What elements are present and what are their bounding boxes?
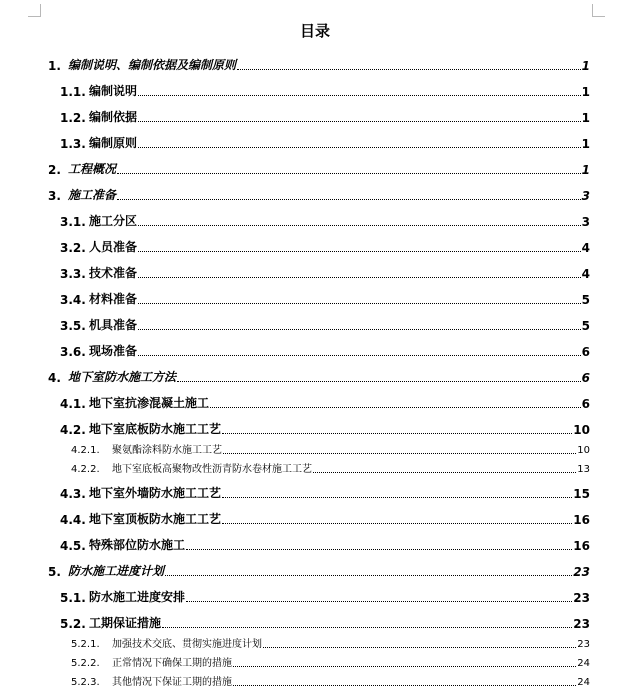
toc-page-number: 5 bbox=[581, 293, 590, 307]
toc-dot-leader bbox=[210, 407, 581, 408]
toc-entry-title[interactable]: 地下室防水施工方法 bbox=[68, 370, 177, 384]
toc-page-number: 10 bbox=[577, 445, 590, 456]
toc-dot-leader bbox=[222, 497, 572, 498]
toc-entry[interactable] bbox=[0, 650, 630, 669]
toc-entry-title[interactable]: 其他情况下保证工期的措施 bbox=[112, 677, 232, 688]
toc-page-number: 6 bbox=[581, 371, 590, 385]
toc-entry[interactable] bbox=[0, 307, 630, 333]
toc-dot-leader bbox=[138, 147, 581, 148]
toc-title: 目录 bbox=[299, 22, 330, 40]
toc-entry[interactable] bbox=[0, 47, 630, 73]
toc-page-number: 24 bbox=[577, 677, 590, 688]
toc-dot-leader bbox=[186, 601, 572, 602]
toc-entry[interactable] bbox=[0, 255, 630, 281]
toc-entry[interactable] bbox=[0, 73, 630, 99]
toc-dot-leader bbox=[138, 95, 581, 96]
toc-page-number: 1 bbox=[581, 137, 590, 151]
toc-entry-title[interactable]: 防水施工进度计划 bbox=[68, 564, 165, 578]
toc-dot-leader bbox=[117, 173, 581, 174]
toc-entry-title[interactable]: 编制说明、编制依据及编制原则 bbox=[68, 58, 237, 72]
toc-entry-title[interactable]: 施工准备 bbox=[68, 188, 117, 202]
toc-page-number: 16 bbox=[573, 513, 590, 527]
toc-entry-number: 4.4. bbox=[60, 513, 86, 527]
toc-entry[interactable] bbox=[0, 527, 630, 553]
toc-page-number: 6 bbox=[581, 345, 590, 359]
toc-entry[interactable] bbox=[0, 99, 630, 125]
toc-entry-title[interactable]: 编制说明 bbox=[89, 84, 138, 98]
toc-entry-title[interactable]: 机具准备 bbox=[89, 318, 138, 332]
toc-page-number: 16 bbox=[573, 539, 590, 553]
toc-dot-leader bbox=[263, 647, 576, 648]
toc-dot-leader bbox=[138, 277, 581, 278]
toc-dot-leader bbox=[138, 329, 581, 330]
toc-dot-leader bbox=[237, 69, 581, 70]
toc-page-number: 13 bbox=[577, 464, 590, 475]
toc-dot-leader bbox=[138, 225, 581, 226]
toc-page-number: 1 bbox=[581, 59, 590, 73]
toc-entry-title[interactable]: 工程概况 bbox=[68, 162, 117, 176]
toc-entry[interactable] bbox=[0, 385, 630, 411]
toc-entry-title[interactable]: 地下室底板防水施工工艺 bbox=[89, 422, 222, 436]
toc-entry-number: 1.2. bbox=[60, 111, 86, 125]
toc-entry[interactable] bbox=[0, 333, 630, 359]
toc-entry-number: 5.2. bbox=[60, 617, 86, 631]
toc-entry-number: 3.4. bbox=[60, 293, 86, 307]
toc-dot-leader bbox=[138, 251, 581, 252]
toc-page-number: 4 bbox=[581, 241, 590, 255]
toc-entry-title[interactable]: 编制原则 bbox=[89, 136, 138, 150]
toc-entry-title[interactable]: 地下室外墙防水施工工艺 bbox=[89, 486, 222, 500]
toc-dot-leader bbox=[313, 472, 576, 473]
toc-page-number: 1 bbox=[581, 85, 590, 99]
toc-entry-number: 2. bbox=[48, 163, 61, 177]
toc-entry-title[interactable]: 地下室抗渗混凝土施工 bbox=[89, 396, 210, 410]
toc-entry-title[interactable]: 地下室底板高聚物改性沥青防水卷材施工工艺 bbox=[112, 464, 312, 475]
toc-entry-number: 1. bbox=[48, 59, 61, 73]
page-corner-mark-right bbox=[592, 4, 605, 17]
toc-dot-leader bbox=[138, 303, 581, 304]
toc-entry-title[interactable]: 正常情况下确保工期的措施 bbox=[112, 658, 232, 669]
toc-page-number: 23 bbox=[577, 639, 590, 650]
toc-entry[interactable] bbox=[0, 456, 630, 475]
page-corner-mark-left bbox=[28, 4, 41, 17]
toc-page-number: 1 bbox=[581, 163, 590, 177]
toc-entry-number: 4.2. bbox=[60, 423, 86, 437]
toc-entry-number: 4.2.2. bbox=[71, 464, 100, 475]
toc-dot-leader bbox=[165, 575, 572, 576]
toc-entry[interactable] bbox=[0, 579, 630, 605]
toc-entry-number: 4.5. bbox=[60, 539, 86, 553]
toc-page-number: 6 bbox=[581, 397, 590, 411]
toc-entry-number: 5. bbox=[48, 565, 61, 579]
toc-entry-title[interactable]: 工期保证措施 bbox=[89, 616, 162, 630]
toc-entry-number: 3.5. bbox=[60, 319, 86, 333]
toc-entry[interactable] bbox=[0, 475, 630, 501]
toc-entry-title[interactable]: 加强技术交底、贯彻实施进度计划 bbox=[112, 639, 262, 650]
toc-entry[interactable] bbox=[0, 605, 630, 631]
toc-entry-number: 5.2.2. bbox=[71, 658, 100, 669]
toc-page-number: 23 bbox=[573, 565, 590, 579]
toc-entry-title[interactable]: 施工分区 bbox=[89, 214, 138, 228]
toc-dot-leader bbox=[222, 433, 572, 434]
toc-page-number: 1 bbox=[581, 111, 590, 125]
toc-entry-number: 4. bbox=[48, 371, 61, 385]
toc-dot-leader bbox=[233, 666, 576, 667]
toc-dot-leader bbox=[186, 549, 572, 550]
toc-entry-number: 5.2.1. bbox=[71, 639, 100, 650]
toc-entry[interactable] bbox=[0, 125, 630, 151]
toc-entry-title[interactable]: 防水施工进度安排 bbox=[89, 590, 186, 604]
toc-dot-leader bbox=[117, 199, 581, 200]
toc-entry-title[interactable]: 聚氨酯涂料防水施工工艺 bbox=[112, 445, 222, 456]
toc-entry-title[interactable]: 特殊部位防水施工 bbox=[89, 538, 186, 552]
toc-entry[interactable] bbox=[0, 281, 630, 307]
toc-entry-number: 5.1. bbox=[60, 591, 86, 605]
toc-page-number: 23 bbox=[573, 591, 590, 605]
toc-dot-leader bbox=[162, 627, 572, 628]
toc-entry[interactable] bbox=[0, 203, 630, 229]
toc-entry[interactable] bbox=[0, 151, 630, 177]
toc-entry[interactable] bbox=[0, 553, 630, 579]
toc-entry-number: 4.2.1. bbox=[71, 445, 100, 456]
toc-page-number: 4 bbox=[581, 267, 590, 281]
toc-page-number: 15 bbox=[573, 487, 590, 501]
toc-entry[interactable] bbox=[0, 177, 630, 203]
toc-entry-number: 1.3. bbox=[60, 137, 86, 151]
toc-entry[interactable] bbox=[0, 359, 630, 385]
toc-entry[interactable] bbox=[0, 229, 630, 255]
toc-entry-title[interactable]: 地下室顶板防水施工工艺 bbox=[89, 512, 222, 526]
toc-page-number: 23 bbox=[573, 617, 590, 631]
toc-dot-leader bbox=[223, 453, 576, 454]
toc-entry-title[interactable]: 人员准备 bbox=[89, 240, 138, 254]
toc-page-number: 10 bbox=[573, 423, 590, 437]
toc-entry[interactable] bbox=[0, 411, 630, 437]
toc-entry-number: 1.1. bbox=[60, 85, 86, 99]
toc-entry-number: 3.1. bbox=[60, 215, 86, 229]
toc-page-number: 24 bbox=[577, 658, 590, 669]
toc-entry-title[interactable]: 材料准备 bbox=[89, 292, 138, 306]
toc-entry-number: 3. bbox=[48, 189, 61, 203]
toc-entry[interactable] bbox=[0, 669, 630, 688]
toc-entry-number: 3.3. bbox=[60, 267, 86, 281]
toc-dot-leader bbox=[138, 355, 581, 356]
toc-entry-number: 4.1. bbox=[60, 397, 86, 411]
toc-dot-leader bbox=[138, 121, 581, 122]
toc-entry-title[interactable]: 编制依据 bbox=[89, 110, 138, 124]
toc-entry[interactable] bbox=[0, 437, 630, 456]
toc-dot-leader bbox=[222, 523, 572, 524]
toc-entry[interactable] bbox=[0, 631, 630, 650]
toc-entry-title[interactable]: 技术准备 bbox=[89, 266, 138, 280]
toc-entry-number: 3.2. bbox=[60, 241, 86, 255]
toc-entry[interactable] bbox=[0, 501, 630, 527]
toc-entry-number: 4.3. bbox=[60, 487, 86, 501]
toc-entry-number: 5.2.3. bbox=[71, 677, 100, 688]
toc-page-number: 5 bbox=[581, 319, 590, 333]
toc-entry-number: 3.6. bbox=[60, 345, 86, 359]
toc-entry-title[interactable]: 现场准备 bbox=[89, 344, 138, 358]
toc-page-number: 3 bbox=[581, 215, 590, 229]
toc-dot-leader bbox=[233, 685, 576, 686]
toc-page-number: 3 bbox=[581, 189, 590, 203]
table-of-contents bbox=[0, 47, 630, 688]
toc-dot-leader bbox=[177, 381, 581, 382]
